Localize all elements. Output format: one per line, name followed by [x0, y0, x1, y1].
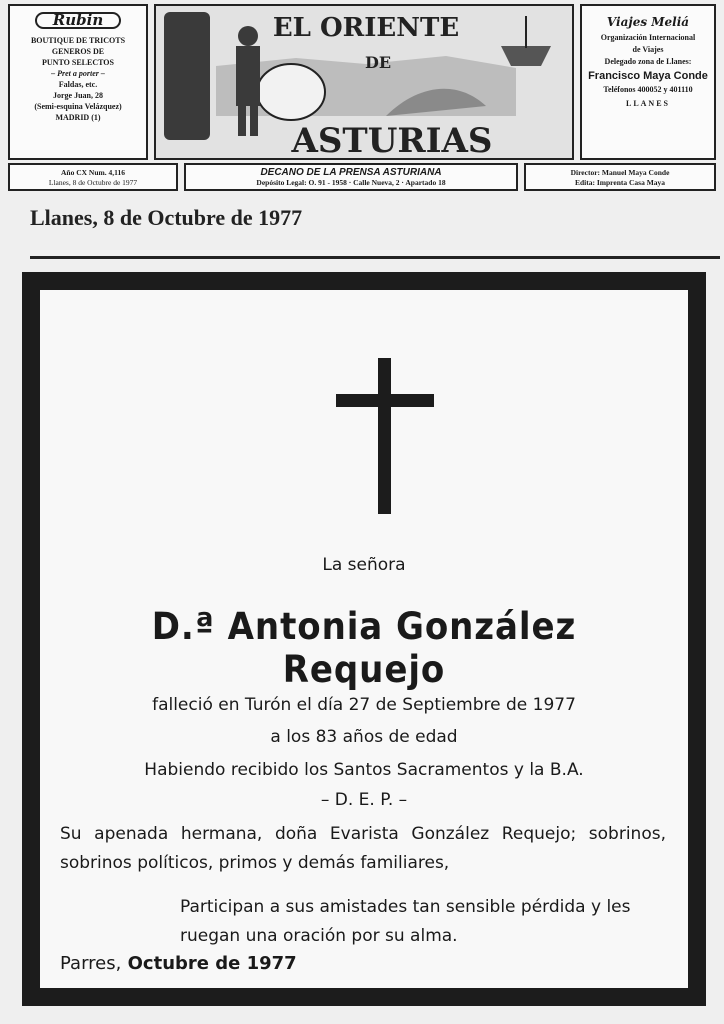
ad-italic-line: – Pret a porter –: [51, 69, 105, 78]
ad-line: PUNTO SELECTOS: [42, 58, 114, 67]
signature-place: Parres,: [60, 953, 122, 974]
printer: Edita: Imprenta Casa Maya: [574, 178, 666, 187]
melia-logo: Viajes Meliá: [606, 15, 690, 29]
rubin-logo: Rubin: [35, 12, 121, 29]
legal-deposit: Depósito Legal: O. 91 - 1958 · Calle Nueva, 2 · Apartado 18: [256, 178, 446, 187]
signature-date: Octubre de 1977: [127, 953, 297, 974]
ad-address: Jorge Juan, 28: [53, 91, 103, 100]
title-artwork: [156, 6, 572, 158]
age-line: a los 83 años de edad: [270, 727, 458, 747]
initial-letter-shape: [164, 12, 210, 140]
ad-city: MADRID (1): [55, 113, 101, 122]
ad-line: GENEROS DE: [51, 47, 105, 56]
ad-phones: Teléfonos 400052 y 401110: [603, 85, 693, 94]
ad-line: Delegado zona de Llanes:: [604, 57, 692, 66]
obituary-notice: [22, 272, 706, 1006]
sacraments-line: Habiendo recibido los Santos Sacramentos y la B.A.: [144, 760, 584, 780]
ad-line: Faldas, etc.: [58, 80, 98, 89]
signature: [60, 953, 297, 974]
viajes-melia-advertisement: [580, 4, 716, 160]
ad-name: Francisco Maya Conde: [588, 70, 708, 82]
family-paragraph: Su apenada hermana, doña Evarista González Requejo; sobrinos, sobrinos políticos, primos y demás familiares,: [60, 824, 666, 873]
obituary-intro: La señora: [322, 555, 406, 575]
newspaper-masthead: [8, 4, 716, 162]
director-box: [524, 163, 716, 191]
cross-icon: [378, 358, 391, 514]
issue-box: [8, 163, 178, 191]
tagline: DECANO DE LA PRENSA ASTURIANA: [260, 167, 442, 178]
director: Director: Manuel Maya Conde: [570, 168, 670, 177]
masthead-info-bar: [8, 163, 716, 193]
ad-address: (Semi-esquina Velázquez): [34, 102, 122, 111]
request-paragraph: Participan a sus amistades tan sensible pérdida y les ruegan una oración por su alma.: [180, 897, 631, 946]
figure-body: [236, 46, 260, 106]
ad-line: de Viajes: [632, 45, 664, 54]
rip-line: – D. E. P. –: [320, 790, 408, 810]
issue-number: Año CX Num. 4,116: [61, 168, 125, 177]
ad-line: BOUTIQUE DE TRICOTS: [30, 36, 126, 45]
figure-head: [238, 26, 258, 46]
title-top: EL ORIENTE: [272, 13, 460, 43]
cross-icon-bar: [336, 394, 434, 407]
rubin-advertisement: [8, 4, 148, 160]
issue-date: Llanes, 8 de Octubre de 1977: [48, 178, 138, 187]
ad-line: Organización Internacional: [600, 33, 696, 42]
deceased-name: D.ª Antonia González Requejo: [151, 605, 577, 691]
title-mid: DE: [364, 53, 392, 72]
newspaper-title-illustration: [154, 4, 574, 160]
page-dateline: Llanes, 8 de Octubre de 1977: [30, 205, 303, 230]
death-details: falleció en Turón el día 27 de Septiembre de 1977: [152, 695, 576, 715]
divider: [30, 256, 720, 259]
seal-shape: [257, 64, 325, 120]
title-bottom: ASTURIAS: [291, 121, 493, 158]
ad-town: LLANES: [625, 99, 670, 108]
tagline-box: [184, 163, 518, 191]
